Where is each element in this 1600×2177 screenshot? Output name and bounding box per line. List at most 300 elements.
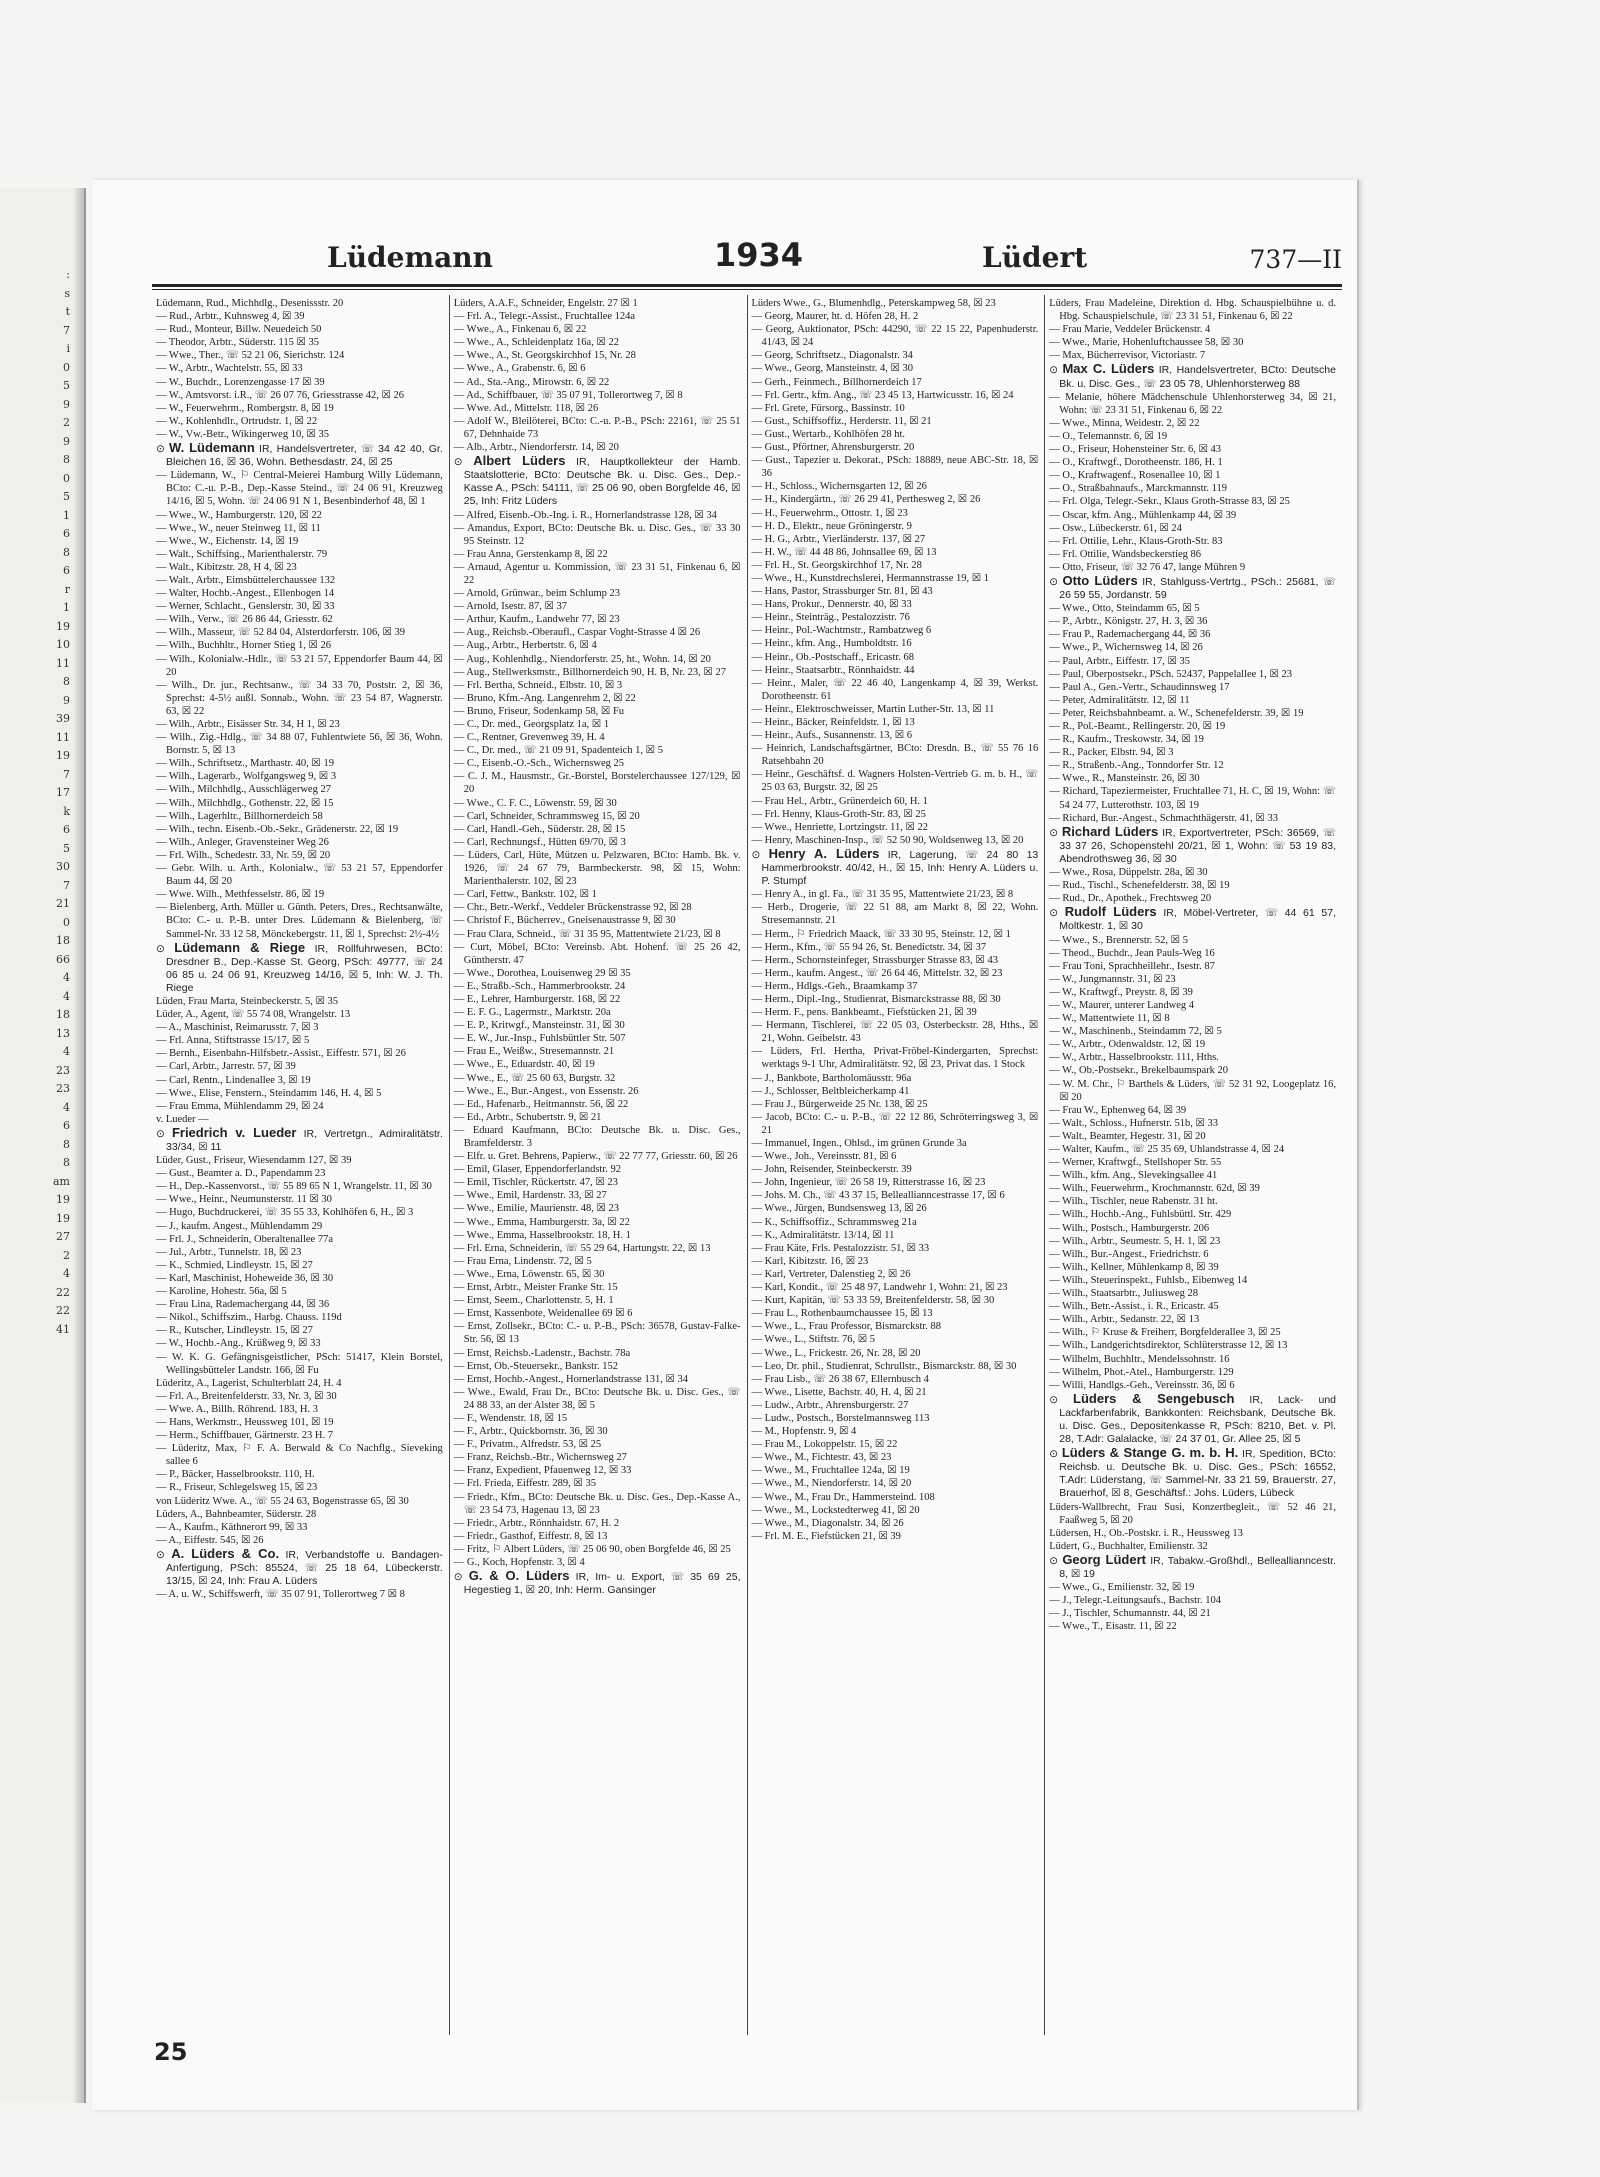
directory-entry: ⊙ Lüders & Stange G. m. b. H. IR, Spedition, BCto: Reichsb. u. Deutsche Bk. u. Disc. Ges., PSch: 16552, T.Adr: Lüderstang, ☏ Sammel-Nr. 33 21 59, Brauerstr. 27, Brauerhof, ☒ 8, Geschäftsf.: Johs. Lüders, Lübeck <box>1049 1445 1336 1500</box>
directory-entry: — W., Kohlenhdlr., Ortrudstr. 1, ☒ 22 <box>156 415 318 427</box>
directory-entry: Lüders, A., Bahnbeamter, Süderstr. 28 <box>156 1508 317 1520</box>
directory-entry: — John, Ingenieur, ☏ 26 58 19, Ritterstrasse 16, ☒ 23 <box>751 1177 986 1189</box>
directory-entry: — Rud., Tischl., Schenefelderstr. 38, ☒ 19 <box>1049 880 1230 892</box>
directory-entry: — Walt., Schloss., Hufnerstr. 51b, ☒ 33 <box>1049 1117 1219 1129</box>
directory-entry: — Frl. H., St. Georgskirchhof 17, Nr. 28 <box>751 559 922 571</box>
directory-entry: ⊙ A. Lüders & Co. IR, Verbandstoffe u. Bandagen-Anfertigung, PSch: 85524, ☏ 25 18 64, Lübeckerstr. 13/15, ☒ 24, Inh: Frau A. Lüders <box>156 1545 443 1588</box>
directory-entry: — Wilh., Tischler, neue Rabenstr. 31 ht. <box>1049 1196 1218 1208</box>
directory-entry: — Jul., Arbtr., Tunnelstr. 18, ☒ 23 <box>156 1246 302 1258</box>
directory-entry: — Kurt, Kapitän, ☏ 53 33 59, Breitenfelderstr. 58, ☒ 30 <box>751 1295 995 1307</box>
directory-entry: — A., Eiffestr. 545, ☒ 26 <box>156 1534 264 1546</box>
directory-entry: — Ad., Sta.-Ang., Mirowstr. 6, ☒ 22 <box>453 376 610 388</box>
directory-entry: — O., Telemannstr. 6, ☒ 19 <box>1049 430 1168 442</box>
directory-entry: — Wilh., Dr. jur., Rechtsanw., ☏ 34 33 70, Poststr. 2, ☒ 36, Sprechst: 4-5½ außl. Sonnab., Wohn. ☏ 23 54 87, Wagnerstr. 63, ☒ 22 <box>156 679 443 717</box>
directory-entry: — Walt., Arbtr., Eimsbüttelerchaussee 132 <box>156 574 336 586</box>
directory-entry: — C., Eisenb.-O.-Sch., Wichernsweg 25 <box>453 758 625 770</box>
directory-entry: — Wwe., Jürgen, Bundsensweg 13, ☒ 26 <box>751 1203 927 1215</box>
directory-entry: — Frl. Erna, Schneiderin, ☏ 55 29 64, Hartungstr. 22, ☒ 13 <box>453 1242 711 1254</box>
directory-entry: — Immanuel, Ingen., Ohlsd., im grünen Grunde 3a <box>751 1138 967 1149</box>
directory-entry: — Ludw., Postsch., Borstelmannsweg 113 <box>751 1412 930 1424</box>
footer-page-number: 25 <box>154 2038 188 2066</box>
directory-entry: — Arnold, Isestr. 87, ☒ 37 <box>453 601 567 613</box>
directory-entry: — H. D., Elektr., neue Gröningerstr. 9 <box>751 520 912 532</box>
directory-entry: — Georg, Schriftsetz., Diagonalstr. 34 <box>751 350 913 362</box>
directory-entry: — Lüders, Carl, Hüte, Mützen u. Pelzwaren, BCto: Hamb. Bk. v. 1926, ☏ 24 67 79, Barmbeckerstr. 98, ☒ 15, Wohn: Marienthalerstr. 102, ☒ 23 <box>453 849 741 888</box>
directory-entry: — Arnold, Grünwar., beim Schlump 23 <box>453 588 620 600</box>
directory-entry: — W., Hochb.-Ang., Krüßweg 9, ☒ 33 <box>156 1338 321 1350</box>
directory-entry: — Richard, Tapeziermeister, Fruchtallee 71, H. C, ☒ 19, Wohn: ☏ 54 24 77, Lutterothstr. 103, ☒ 19 <box>1049 786 1336 811</box>
directory-entry: — Wwe., Henriette, Lortzingstr. 11, ☒ 22 <box>751 821 929 833</box>
directory-columns <box>152 295 1342 2035</box>
firm-name: Friedrich v. Lueder <box>171 1124 297 1140</box>
directory-entry: — E., Lehrer, Hamburgerstr. 168, ☒ 22 <box>453 993 621 1005</box>
directory-entry: — Wilh., Arbtr., Sedanstr. 22, ☒ 13 <box>1049 1314 1200 1326</box>
directory-entry: — Wilhelm, Buchhltr., Mendelssohnstr. 16 <box>1049 1353 1230 1365</box>
directory-entry: — Bielenberg, Arth. Müller u. Günth. Peters, Dres., Rechtsanwälte, BCto: C.- u. P.-B. unter Dres. Lüdemann & Bielenberg, ☏ Sammel-Nr. 33 12 58, Mönckebergstr. 11, ☒ 1, Sprechst: 2½-4½ <box>156 902 443 940</box>
directory-entry: — R., Kutscher, Lindleystr. 15, ☒ 27 <box>156 1325 313 1337</box>
directory-entry: — Herb., Drogerie, ☏ 22 51 88, am Markt 8, ☒ 22, Wohn. Stresemannstr. 21 <box>751 902 1039 927</box>
directory-entry: — R., Kaufm., Treskowstr. 34, ☒ 19 <box>1049 734 1204 746</box>
directory-entry: Lüden, Frau Marta, Steinbeckerstr. 5, ☒ 35 <box>156 995 339 1007</box>
directory-entry: — Frl. Ottilie, Lehr., Klaus-Groth-Str. 83 <box>1049 535 1223 547</box>
directory-entry: — Walt., Beamter, Hegestr. 31, ☒ 20 <box>1049 1130 1206 1142</box>
header-page-label: 737—II <box>1249 245 1342 274</box>
directory-entry: — Heinr., kfm. Ang., Humboldtstr. 16 <box>751 638 912 650</box>
directory-entry: — O., Kraftwagenf., Rosenallee 10, ☒ 1 <box>1049 470 1221 482</box>
directory-entry: — E., Straßb.-Sch., Hammerbrookstr. 24 <box>453 980 626 992</box>
directory-entry: — Wilh., Arbtr., Seumestr. 5, H. 1, ☒ 23 <box>1049 1235 1221 1247</box>
firm-name: Lüdemann & Riege <box>174 939 306 955</box>
directory-entry: — Wwe., Rosa, Düppelstr. 28a, ☒ 30 <box>1049 867 1208 879</box>
directory-entry: Lüdemann, Rud., Michhdlg., Desenissstr. 20 <box>156 298 344 309</box>
directory-entry: — Wwe., A., Finkenau 6, ☒ 22 <box>453 324 587 336</box>
directory-entry: — Jacob, BCto: C.- u. P.-B., ☏ 22 12 86, Schröterringsweg 3, ☒ 21 <box>751 1111 1039 1136</box>
directory-entry: — W., Buchdr., Lorenzengasse 17 ☒ 39 <box>156 376 325 388</box>
directory-entry: — Wwe., M., Fichtestr. 43, ☒ 23 <box>751 1452 892 1464</box>
directory-entry: — E. W., Jur.-Insp., Fuhlsbüttler Str. 507 <box>453 1033 626 1045</box>
directory-entry: — C., Dr. med., Georgsplatz 1a, ☒ 1 <box>453 719 610 730</box>
directory-entry: — Wwe., L., Stiftstr. 76, ☒ 5 <box>751 1334 876 1346</box>
directory-entry: — Herm., ⚐ Friedrich Maack, ☏ 33 30 95, Steinstr. 12, ☒ 1 <box>751 928 1011 940</box>
directory-entry: — Wilh., Anleger, Gravensteiner Weg 26 <box>156 836 329 848</box>
directory-entry: — Wilhelm, Phot.-Atel., Hamburgerstr. 129 <box>1049 1366 1234 1378</box>
directory-entry: — Herm. F., pens. Bankbeamt., Fiefstücken 21, ☒ 39 <box>751 1007 977 1019</box>
directory-entry: — Curt, Möbel, BCto: Vereinsb. Abt. Hohenf. ☏ 25 26 42, Güntherstr. 47 <box>453 941 741 966</box>
firm-name: G. & O. Lüders <box>468 1568 570 1584</box>
directory-entry: — Wilh., Masseur, ☏ 52 84 04, Alsterdorferstr. 106, ☒ 39 <box>156 627 405 639</box>
directory-entry: — Ernst, Kassenbote, Weidenallee 69 ☒ 6 <box>453 1308 633 1320</box>
directory-entry: — W., Jungmannstr. 31, ☒ 23 <box>1049 973 1176 985</box>
directory-entry: — Karl, Kondit., ☏ 25 48 97, Landwehr 1, Wohn: 21, ☒ 23 <box>751 1282 1008 1294</box>
directory-entry: — Werner, Kraftwgf., Stellshoper Str. 55 <box>1049 1157 1222 1169</box>
directory-entry: — Wilh., Milchhdlg., Gothenstr. 22, ☒ 15 <box>156 797 334 809</box>
directory-entry: — Wilh., Kolonialw.-Hdlr., ☏ 53 21 57, Eppendorfer Baum 44, ☒ 20 <box>156 653 443 678</box>
directory-entry: — Wwe., W., neuer Steinweg 11, ☒ 11 <box>156 522 321 534</box>
directory-entry: — Walt., Kibitzstr. 28, H 4, ☒ 23 <box>156 561 297 573</box>
directory-entry: — Carl, Rentn., Lindenallee 3, ☒ 19 <box>156 1074 311 1086</box>
directory-entry: — Aug., Kohlenhdlg., Niendorferstr. 25, ht., Wohn. 14, ☒ 20 <box>453 653 711 665</box>
directory-entry: — A., Kaufm., Käthnerort 99, ☒ 33 <box>156 1521 308 1533</box>
directory-entry: — Frau Emma, Mühlendamm 29, ☒ 24 <box>156 1100 324 1112</box>
directory-entry: Lüderitz, A., Lagerist, Schulterblatt 24, H. 4 <box>156 1377 342 1389</box>
directory-entry: — Elfr. u. Gret. Behrens, Papierw., ☏ 22 77 77, Griesstr. 60, ☒ 26 <box>453 1151 738 1163</box>
directory-entry: — Emil, Tischler, Rückertstr. 47, ☒ 23 <box>453 1177 618 1189</box>
directory-entry: — Carl, Rechnungsf., Hütten 69/70, ☒ 3 <box>453 836 626 848</box>
directory-entry: — Aug., Arbtr., Herbertstr. 6, ☒ 4 <box>453 640 597 652</box>
directory-entry: ⊙ W. Lüdemann IR, Handelsvertreter, ☏ 34 42 40, Gr. Bleichen 16, ☒ 36, Wohn. Bethesdastr. 24, ☒ 25 <box>156 440 443 469</box>
directory-entry: — Wilh., Zig.-Hdlg., ☏ 34 88 07, Fuhlentwiete 56, ☒ 36, Wohn. Bornstr. 5, ☒ 13 <box>156 732 443 757</box>
directory-entry: — M., Hopfenstr. 9, ☒ 4 <box>751 1426 857 1438</box>
column-1 <box>152 295 450 2035</box>
directory-entry: — Wwe., Ther., ☏ 52 21 06, Sierichstr. 124 <box>156 350 345 362</box>
directory-entry: — Arthur, Kaufm., Landwehr 77, ☒ 23 <box>453 614 620 626</box>
directory-entry: — Wilh., Lagerarb., Wolfgangsweg 9, ☒ 3 <box>156 771 337 783</box>
directory-entry: — Wwe., A., St. Georgskirchhof 15, Nr. 28 <box>453 350 636 362</box>
directory-entry: — Osw., Lübeckerstr. 61, ☒ 24 <box>1049 522 1182 534</box>
directory-entry: ⊙ Henry A. Lüders IR, Lagerung, ☏ 24 80 13 Hammerbrookstr. 40/42, H., ☒ 15, Inh: Henry A. Lüders u. P. Stumpf <box>751 845 1039 888</box>
directory-entry: v. Lueder — <box>156 1113 209 1125</box>
directory-entry: — P., Arbtr., Königstr. 27, H. 3, ☒ 36 <box>1049 616 1208 628</box>
directory-entry: — Henry, Maschinen-Insp., ☏ 52 50 90, Woldsenweg 13, ☒ 20 <box>751 834 1024 846</box>
directory-entry: — Ed., Hafenarb., Heitmannstr. 56, ☒ 22 <box>453 1098 629 1110</box>
firm-name: Max C. Lüders <box>1062 361 1155 377</box>
directory-entry: — Wwe., M., Niendorferstr. 14, ☒ 20 <box>751 1478 912 1490</box>
directory-entry: — O., Straßbahnaufs., Marckmannstr. 119 <box>1049 483 1228 495</box>
directory-entry: Lüder, Gust., Friseur, Wiesendamm 127, ☒ 39 <box>156 1155 352 1167</box>
directory-entry: — Wilh., ⚐ Kruse & Freiherr, Borgfelderallee 3, ☒ 25 <box>1049 1327 1281 1339</box>
directory-entry: — Walter, Hochb.-Angest., Ellenbogen 14 <box>156 588 335 600</box>
directory-entry: — Wwe., T., Eisastr. 11, ☒ 22 <box>1049 1621 1177 1633</box>
directory-entry: — Rud., Monteur, Billw. Neuedeich 50 <box>156 324 322 336</box>
directory-entry: — Ernst, Arbtr., Meister Franke Str. 15 <box>453 1282 618 1294</box>
directory-entry: — Wilh., Buchhltr., Horner Stieg 1, ☒ 26 <box>156 640 332 652</box>
firm-name: Henry A. Lüders <box>768 845 880 861</box>
firm-name: Lüders & Sengebusch <box>1073 1390 1235 1406</box>
directory-entry: — Heinr., Aufs., Susannenstr. 13, ☒ 6 <box>751 730 912 742</box>
directory-entry: — Wwe., Heinr., Neumunsterstr. 11 ☒ 30 <box>156 1194 332 1206</box>
directory-entry: — A. u. W., Schiffswerft, ☏ 35 07 91, Tollerortweg 7 ☒ 8 <box>156 1589 405 1601</box>
directory-entry: — Wwe., Lisette, Bachstr. 40, H. 4, ☒ 21 <box>751 1386 927 1398</box>
firm-name: W. Lüdemann <box>169 440 255 456</box>
directory-entry: — Wwe., S., Brennerstr. 52, ☒ 5 <box>1049 934 1188 946</box>
directory-entry: — Franz, Reichsb.-Btr., Wichernsweg 27 <box>453 1452 627 1464</box>
directory-entry: — Georg, Maurer, ht. d. Höfen 28, H. 2 <box>751 311 919 323</box>
directory-entry: — Friedr., Kfm., BCto: Deutsche Bk. u. Disc. Ges., Dep.-Kasse A., ☏ 23 54 73, Hagenau 13, ☒ 23 <box>453 1491 741 1516</box>
directory-entry: — Herm., Schornsteinfeger, Strassburger Strasse 83, ☒ 43 <box>751 954 998 966</box>
directory-entry: — Wwe., Ewald, Frau Dr., BCto: Deutsche Bk. u. Disc. Ges., ☏ 24 88 33, an der Alster 38, ☒ 5 <box>453 1386 741 1411</box>
directory-entry: — Wwe., L., Frau Professor, Bismarckstr. 88 <box>751 1321 942 1333</box>
directory-entry: — A., Maschinist, Reimarusstr. 7, ☒ 3 <box>156 1022 319 1034</box>
directory-entry: — R., Straßenb.-Ang., Tonndorfer Str. 12 <box>1049 760 1224 772</box>
directory-entry: — Amandus, Export, BCto: Deutsche Bk. u. Disc. Ges., ☏ 33 30 95 Steinstr. 12 <box>453 522 741 547</box>
directory-entry: — Wilh., Steuerinspekt., Fuhlsb., Eibenweg 14 <box>1049 1274 1248 1286</box>
directory-entry: — Bernh., Eisenbahn-Hilfsbetr.-Assist., Eiffestr. 571, ☒ 26 <box>156 1048 406 1060</box>
directory-entry: — Herm., Kfm., ☏ 55 94 26, St. Benedictstr. 34, ☒ 37 <box>751 941 987 953</box>
directory-entry: — Frl. Bertha, Schneid., Elbstr. 10, ☒ 3 <box>453 679 623 691</box>
directory-entry: — Heinr., Ob.-Postschaff., Ericastr. 68 <box>751 651 915 663</box>
directory-entry: ⊙ G. & O. Lüders IR, Im- u. Export, ☏ 35 69 25, Hegestieg 1, ☒ 20, Inh: Herm. Gansinger <box>453 1568 741 1597</box>
column-4 <box>1045 295 1342 2035</box>
directory-entry: — Lüderitz, Max, ⚐ F. A. Berwald & Co Nachflg., Sieveking sallee 6 <box>156 1443 443 1468</box>
directory-entry: — Heinr., Bäcker, Reinfeldstr. 1, ☒ 13 <box>751 717 915 728</box>
directory-entry: — Hugo, Buchdruckerei, ☏ 35 55 33, Kohlhöfen 6, H., ☒ 3 <box>156 1207 414 1219</box>
directory-entry: — Hermann, Tischlerei, ☏ 22 05 03, Osterbeckstr. 28, Hths., ☒ 21, Wohn. Geibelstr. 43 <box>751 1020 1039 1045</box>
directory-entry: ⊙ Lüders & Sengebusch IR, Lack- und Lackfarbenfabrik, Bankkonten: Reichsbank, Deutsche Bk. u. Disc. Ges., Depositenkasse R, PSch: 8210, Bet. v. Pl. 28, T.Adr: Galalacke, ☏ 24 37 01, Gr. Allee 25, ☒ 5 <box>1049 1390 1337 1446</box>
directory-entry: — Wilh., Staatsarbtr., Juliusweg 28 <box>1049 1288 1198 1300</box>
directory-entry: ⊙ Friedrich v. Lueder IR, Vertretgn., Admiralitätstr. 33/34, ☒ 11 <box>156 1124 443 1153</box>
directory-entry: — Aug., Reichsb.-Oberaufl., Caspar Voght-Strasse 4 ☒ 26 <box>453 627 701 639</box>
directory-entry: ⊙ Georg Lüdert IR, Tabakw.-Großhdl., Belleallianncestr. 8, ☒ 19 <box>1049 1551 1336 1580</box>
directory-entry: — W., Arbtr., Hasselbrookstr. 111, Hths. <box>1049 1052 1219 1064</box>
directory-entry: — C., Rentner, Grevenweg 39, H. 4 <box>453 732 605 744</box>
directory-entry: — Wwe., R., Mansteinstr. 26, ☒ 30 <box>1049 773 1200 785</box>
directory-entry: — Bruno, Friseur, Sodenkamp 58, ☒ Fu <box>453 705 625 717</box>
directory-entry: — J., kaufm. Angest., Mühlendamm 29 <box>156 1220 323 1232</box>
directory-entry: — Frl. Wilh., Schedestr. 33, Nr. 59, ☒ 20 <box>156 849 331 861</box>
directory-entry: Lüders Wwe., G., Blumenhdlg., Peterskampweg 58, ☒ 23 <box>751 298 996 309</box>
directory-entry: — Wwe., L., Frickestr. 26, Nr. 28, ☒ 20 <box>751 1347 921 1359</box>
directory-entry: — Alfred, Eisenb.-Ob.-Ing. i. R., Hornerlandstrasse 128, ☒ 34 <box>453 509 717 521</box>
directory-entry: — Oscar, kfm. Ang., Mühlenkamp 44, ☒ 39 <box>1049 509 1237 521</box>
directory-entry: Lüders, A.A.F., Schneider, Engelstr. 27 ☒ 1 <box>453 298 638 309</box>
directory-entry: — Gust., Tapezier u. Dekorat., PSch: 18889, neue ABC-Str. 18, ☒ 36 <box>751 455 1039 480</box>
directory-entry: — Wwe., Marie, Hohenluftchaussee 58, ☒ 30 <box>1049 337 1244 349</box>
directory-entry: — Wwe., E., Bur.-Angest., von Essenstr. 26 <box>453 1085 639 1097</box>
directory-entry: — Friedr., Gasthof, Eiffestr. 8, ☒ 13 <box>453 1530 608 1542</box>
directory-entry: — Wwe., Dorothea, Louisenweg 29 ☒ 35 <box>453 967 631 979</box>
directory-entry: Lüders, Frau Madeleine, Direktion d. Hbg. Schauspielbühne u. d. Hbg. Schauspielschule, ☏ 23 31 51, Finkenau 6, ☒ 22 <box>1049 298 1336 323</box>
directory-entry: — Frl. Anna, Stiftstrasse 15/17, ☒ 5 <box>156 1035 310 1047</box>
directory-entry: — Georg, Auktionator, PSch: 44290, ☏ 22 15 22, Papenhuderstr. 41/43, ☒ 24 <box>751 324 1039 349</box>
directory-entry: — W., Kraftwgf., Preystr. 8, ☒ 39 <box>1049 986 1193 998</box>
directory-entry: — Wwe., Minna, Weidestr. 2, ☒ 22 <box>1049 417 1200 429</box>
directory-entry: — Frau Lisb., ☏ 26 38 67, Ellernbusch 4 <box>751 1373 929 1385</box>
directory-entry: — W. M. Chr., ⚐ Barthels & Lüders, ☏ 52 31 92, Loogeplatz 16, ☒ 20 <box>1049 1078 1336 1103</box>
directory-entry: — Melanie, höhere Mädchenschule Uhlenhorsterweg 34, ☒ 21, Wohn: ☏ 23 31 51, Finkenau 6, ☒ 22 <box>1049 391 1336 416</box>
directory-entry: — H., Dep.-Kassenvorst., ☏ 55 89 65 N 1, Wrangelstr. 11, ☒ 30 <box>156 1181 432 1193</box>
directory-entry: — John, Reisender, Steinbeckerstr. 39 <box>751 1164 912 1176</box>
directory-entry: — Paul, Oberpostsekr., PSch. 52437, Pappelallee 1, ☒ 23 <box>1049 668 1292 680</box>
firm-name: Albert Lüders <box>473 453 566 469</box>
directory-entry: — Wwe., H., Kunstdrechslerei, Hermannstrasse 19, ☒ 1 <box>751 572 990 584</box>
directory-entry: — K., Admiralitätstr. 13/14, ☒ 11 <box>751 1229 895 1241</box>
directory-entry: — Karl, Vertreter, Dalenstieg 2, ☒ 26 <box>751 1268 911 1280</box>
directory-entry: — Adolf W., Bleilöterei, BCto: C.-u. P.-B., PSch: 22161, ☏ 25 51 67, Dehnhaide 73 <box>453 415 741 440</box>
directory-entry: — J., Telegr.-Leitungsaufs., Bachstr. 104 <box>1049 1595 1221 1607</box>
directory-entry: — Wwe., Emma, Hamburgerstr. 3a, ☒ 22 <box>453 1216 630 1228</box>
directory-entry: — F., Arbtr., Quickbornstr. 36, ☒ 30 <box>453 1426 608 1438</box>
directory-entry: — H. W., ☏ 44 48 86, Johnsallee 69, ☒ 13 <box>751 546 937 558</box>
directory-entry: — Rud., Arbtr., Kuhnsweg 4, ☒ 39 <box>156 311 305 323</box>
directory-entry: — W., Vw.-Betr., Wikingerweg 10, ☒ 35 <box>156 428 329 440</box>
directory-entry: — Ernst, Zollsekr., BCto: C.- u. P.-B., PSch: 36578, Gustav-Falke-Str. 56, ☒ 13 <box>453 1321 741 1346</box>
directory-entry: ⊙ Max C. Lüders IR, Handelsvertreter, BCto: Deutsche Bk. u. Disc. Ges., ☏ 23 05 78, Uhlenhorsterweg 88 <box>1049 361 1336 390</box>
directory-entry: — Wilh., Verw., ☏ 26 86 44, Griesstr. 62 <box>156 614 333 626</box>
directory-entry: — Frau P., Rademachergang 44, ☒ 36 <box>1049 629 1211 641</box>
directory-entry: — Wwe., P., Wichernsweg 14, ☒ 26 <box>1049 642 1203 654</box>
directory-entry: — Wwe., Erna, Löwenstr. 65, ☒ 30 <box>453 1268 605 1280</box>
directory-page <box>92 180 1359 2110</box>
directory-entry: — Willi, Handlgs.-Geh., Vereinsstr. 36, ☒ 6 <box>1049 1379 1235 1391</box>
directory-entry: — Wwe. Ad., Mittelstr. 118, ☒ 26 <box>453 402 599 414</box>
directory-entry: — H., Feuerwehrm., Ottostr. 1, ☒ 23 <box>751 507 908 519</box>
directory-entry: — Henry A., in gl. Fa., ☏ 31 35 95, Mattentwiete 21/23, ☒ 8 <box>751 889 1014 901</box>
directory-entry: — Frl. Gertr., kfm. Ang., ☏ 23 45 13, Hartwicusstr. 16, ☒ 24 <box>751 389 1014 401</box>
directory-entry: — Ludw., Arbtr., Ahrensburgerstr. 27 <box>751 1399 909 1411</box>
directory-entry: — Frau Käte, Frls. Pestalozzistr. 51, ☒ 33 <box>751 1242 930 1254</box>
directory-entry: — W., Maurer, unterer Landweg 4 <box>1049 999 1195 1011</box>
directory-entry: — Wwe., E., ☏ 25 60 63, Burgstr. 32 <box>453 1072 616 1084</box>
firm-name: Rudolf Lüders <box>1064 904 1157 920</box>
directory-entry: — Wwe., E., Eduardstr. 40, ☒ 19 <box>453 1059 595 1071</box>
firm-name: Lüders & Stange G. m. b. H. <box>1061 1445 1239 1461</box>
directory-entry: — Frau J., Bürgerweide 25 Nr. 138, ☒ 25 <box>751 1098 928 1110</box>
directory-entry: — Ernst, Hochb.-Angest., Hornerlandstrasse 131, ☒ 34 <box>453 1373 688 1385</box>
directory-entry: — Wwe. Wilh., Methfesselstr. 86, ☒ 19 <box>156 889 325 901</box>
directory-entry: — P., Bäcker, Hasselbrookstr. 110, H. <box>156 1469 315 1481</box>
directory-entry: — Eduard Kaufmann, BCto: Deutsche Bk. u. Disc. Ges., Bramfelderstr. 3 <box>453 1124 741 1149</box>
directory-entry: — Ernst, Seem., Charlottenstr. 5, H. 1 <box>453 1295 614 1307</box>
directory-entry: — Otto, Friseur, ☏ 32 76 47, lange Mühren 9 <box>1049 561 1246 573</box>
directory-entry: — Wwe., C. F. C., Löwenstr. 59, ☒ 30 <box>453 797 617 809</box>
directory-entry: ⊙ Albert Lüders IR, Hauptkollekteur der Hamb. Staatslotterie, BCto: Deutsche Bk. u. Disc. Ges., Dep.-Kasse A., PSch: 54111, ☏ 25 06 90, oben Borgfelde 46, ☒ 25, Inh: Fritz Lüders <box>453 453 741 508</box>
directory-entry: — E. F. G., Lagermstr., Marktstr. 20a <box>453 1007 611 1019</box>
directory-entry: — Heinr., Staatsarbtr., Rönnhaidstr. 44 <box>751 664 915 676</box>
directory-entry: — Wilh., Postsch., Hamburgerstr. 206 <box>1049 1222 1210 1234</box>
directory-entry: — W., Maschinenb., Steindamm 72, ☒ 5 <box>1049 1026 1222 1038</box>
directory-entry: — Wwe., Georg, Mansteinstr. 4, ☒ 30 <box>751 363 914 375</box>
directory-entry: — Herm., Hdlgs.-Geh., Braamkamp 37 <box>751 980 918 992</box>
directory-entry: — Hans, Pastor, Strassburger Str. 81, ☒ 43 <box>751 586 933 598</box>
directory-entry: — Frl. A., Breitenfelderstr. 33, Nr. 3, ☒ 30 <box>156 1390 337 1402</box>
directory-entry: — Frl. Olga, Telegr.-Sekr., Klaus Groth-Strasse 83, ☒ 25 <box>1049 496 1290 508</box>
header-first-name: Lüdemann <box>327 241 493 274</box>
directory-entry: — W. K. G. Gefängnisgeistlicher, PSch: 51417, Klein Borstel, Wellingsbütteler Landstr. 166, ☒ Fu <box>156 1351 443 1376</box>
directory-entry: — Frau L., Rothenbaumchaussee 15, ☒ 13 <box>751 1308 933 1320</box>
firm-name: A. Lüders & Co. <box>171 1545 280 1561</box>
directory-entry: — W., Feuerwehrm., Rombergstr. 8, ☒ 19 <box>156 402 334 414</box>
directory-entry: — Hans, Werkmstr., Heussweg 101, ☒ 19 <box>156 1416 334 1428</box>
directory-entry: — Wwe., M., Diagonalstr. 34, ☒ 26 <box>751 1517 904 1529</box>
directory-entry: — Wwe., Emma, Hasselbrookstr. 18, H. 1 <box>453 1229 631 1241</box>
directory-entry: — Heinr., Steinträg., Pestalozzistr. 76 <box>751 612 910 624</box>
directory-entry: — W., Arbtr., Odenwaldstr. 12, ☒ 19 <box>1049 1039 1206 1051</box>
directory-entry: — Theodor, Arbtr., Süderstr. 115 ☒ 35 <box>156 337 319 349</box>
directory-entry: — Carl, Handl.-Geh., Süderstr. 28, ☒ 15 <box>453 823 626 835</box>
directory-entry: — Wwe., W., Eichenstr. 14, ☒ 19 <box>156 535 299 547</box>
firm-name: Otto Lüders <box>1062 572 1138 588</box>
directory-entry: — Wwe., W., Hamburgerstr. 120, ☒ 22 <box>156 509 322 521</box>
directory-entry: — Werner, Schlacht., Genslerstr. 30, ☒ 33 <box>156 601 335 613</box>
directory-entry: — Gust., Schiffsoffiz., Herderstr. 11, ☒ 21 <box>751 415 932 427</box>
directory-entry: — J., Schlosser, Beltbleicherkamp 41 <box>751 1085 910 1097</box>
directory-entry: — Karl, Kibitzstr. 16, ☒ 23 <box>751 1255 869 1267</box>
directory-entry: — Wwe., Otto, Steindamm 65, ☒ 5 <box>1049 603 1200 615</box>
directory-entry: — Wwe., M., Frau Dr., Hammersteind. 108 <box>751 1491 935 1503</box>
directory-entry: — Heinr., Pol.-Wachtmstr., Rambatzweg 6 <box>751 625 932 637</box>
directory-entry: — Heinr., Maler, ☏ 22 46 40, Langenkamp 4, ☒ 39, Werkst. Dorotheenstr. 61 <box>751 677 1039 702</box>
directory-entry: Lüder, A., Agent, ☏ 55 74 08, Wrangelstr. 13 <box>156 1009 351 1021</box>
directory-entry: — Chr., Betr.-Werkf., Veddeler Brückenstrasse 92, ☒ 28 <box>453 902 692 914</box>
directory-entry: — O., Kraftwgf., Dorotheenstr. 186, H. 1 <box>1049 457 1223 469</box>
directory-entry: — O., Friseur, Hohensteiner Str. 6, ☒ 43 <box>1049 444 1221 456</box>
directory-entry: — Heinr., Elektroschweisser, Martin Luther-Str. 13, ☒ 11 <box>751 703 995 715</box>
directory-entry: — Gust., Beamter a. D., Papendamm 23 <box>156 1168 326 1180</box>
directory-entry: — C. J. M., Hausmstr., Gr.-Borstel, Borstelerchaussee 127/129, ☒ 20 <box>453 771 741 796</box>
directory-entry: — Lüdemann, W., ⚐ Central-Meierei Hamburg Willy Lüdemann, BCto: C.-u. P.-B., Dep.-Kasse Steind., ☏ 24 06 91, Kreuzweg 14/16, ☒ 5, Wohn. ☏ 24 06 91 N 1, Besenbinderhof 48, ☒ 1 <box>156 470 443 508</box>
directory-entry: — R., Pol.-Beamt., Rellingerstr. 20, ☒ 19 <box>1049 721 1226 732</box>
directory-entry: — Wwe., Elise, Fenstern., Steindamm 146, H. 4, ☒ 5 <box>156 1087 382 1099</box>
directory-entry: — F., Wendenstr. 18, ☒ 15 <box>453 1412 568 1424</box>
directory-entry: — J., Bankbote, Bartholomäusstr. 96a <box>751 1072 912 1084</box>
directory-entry: — Frau E., Weißw., Stresemannstr. 21 <box>453 1046 615 1058</box>
directory-entry: ⊙ Otto Lüders IR, Stahlguss-Vertrtg., PSch.: 25681, ☏ 26 59 55, Jordanstr. 59 <box>1049 572 1336 602</box>
directory-entry: — Wilh., Bur.-Angest., Friedrichstr. 6 <box>1049 1248 1209 1260</box>
directory-entry: ⊙ Lüdemann & Riege IR, Rollfuhrwesen, BCto: Dresdner B., Dep.-Kasse St. Georg, PSch: 49777, ☏ 24 06 85 u. 24 06 91, Kreuzweg 14/16, ☒ 5, Inh: W. J. Th. Riege <box>156 939 443 994</box>
directory-entry: — Wilh., Kellner, Mühlenkamp 8, ☒ 39 <box>1049 1261 1219 1273</box>
directory-entry: — H. G., Arbtr., Vierländerstr. 137, ☒ 27 <box>751 533 926 545</box>
directory-entry: — Frau W., Ephenweg 64, ☒ 39 <box>1049 1104 1187 1116</box>
directory-entry: — Ernst, Ob.-Steuersekr., Bankstr. 152 <box>453 1360 618 1372</box>
directory-entry: — Wwe., Emil, Hardenstr. 33, ☒ 27 <box>453 1190 607 1202</box>
directory-entry: — Wilh., Feuerwehrm., Krochmannstr. 62d, ☒ 39 <box>1049 1183 1260 1195</box>
directory-entry: — J., Tischler, Schumannstr. 44, ☒ 21 <box>1049 1608 1211 1620</box>
directory-entry: — Heinr., Geschäftsf. d. Wagners Holsten-Vertrieb G. m. b. H., ☏ 25 03 63, Burgstr. 32, ☒ 25 <box>751 769 1039 794</box>
firm-name: Richard Lüders <box>1061 823 1159 839</box>
directory-entry: — Fritz, ⚐ Albert Lüders, ☏ 25 06 90, oben Borgfelde 46, ☒ 25 <box>453 1543 731 1555</box>
directory-entry: Lüdert, G., Buchhalter, Emilienstr. 32 <box>1049 1540 1208 1552</box>
directory-entry: — Frl. Ottilie, Wandsbeckerstieg 86 <box>1049 548 1202 560</box>
directory-entry: — G., Koch, Hopfenstr. 3, ☒ 4 <box>453 1557 585 1568</box>
directory-entry: — E. P., Kritwgf., Mansteinstr. 31, ☒ 30 <box>453 1020 625 1032</box>
directory-entry: — Franz, Expedient, Pfauenweg 12, ☒ 33 <box>453 1465 632 1477</box>
directory-entry: Lüdersen, H., Ob.-Postskr. i. R., Heussweg 13 <box>1049 1527 1243 1539</box>
directory-entry: — Wilh., Landgerichtsdirektor, Schlüterstrasse 12, ☒ 13 <box>1049 1340 1288 1352</box>
directory-entry: — Frau Lina, Rademachergang 44, ☒ 36 <box>156 1299 330 1311</box>
header-last-name: Lüdert <box>982 241 1088 274</box>
directory-entry: — Wilh., Hochb.-Ang., Fuhlsbüttl. Str. 429 <box>1049 1209 1232 1221</box>
directory-entry: — Wilh., kfm. Ang., Slevekingsallee 41 <box>1049 1170 1218 1182</box>
directory-entry: — Rud., Dr., Apothek., Frechtsweg 20 <box>1049 893 1212 905</box>
directory-entry: ⊙ Richard Lüders IR, Exportvertreter, PSch: 36569, ☏ 33 37 26, Schopenstehl 20/21, ☒ 1, Wohn: ☏ 53 19 83, Abendrothsweg 36, ☒ 30 <box>1049 823 1337 865</box>
directory-entry: — Frl. Henny, Klaus-Groth-Str. 83, ☒ 25 <box>751 808 926 820</box>
directory-entry: — Ernst, Reichsb.-Ladenstr., Bachstr. 78a <box>453 1347 631 1359</box>
directory-entry: — Karoline, Hohestr. 56a, ☒ 5 <box>156 1286 287 1298</box>
directory-entry: — Herm., kaufm. Angest., ☏ 26 64 46, Mittelstr. 32, ☒ 23 <box>751 967 1003 979</box>
page-fold-shadow <box>74 188 84 2103</box>
directory-entry: — Walt., Schiffsing., Marienthalerstr. 79 <box>156 548 328 560</box>
directory-entry: — R., Packer, Elbstr. 94, ☒ 3 <box>1049 747 1174 759</box>
directory-entry: — Frl. M. E., Fiefstücken 21, ☒ 39 <box>751 1530 901 1542</box>
directory-entry: von Lüderitz Wwe. A., ☏ 55 24 63, Bogenstrasse 65, ☒ 30 <box>156 1495 409 1507</box>
directory-entry: — Peter, Admiralitätstr. 12, ☒ 11 <box>1049 694 1190 706</box>
directory-entry: — Wwe. A., Billh. Röhrend. 183, H. 3 <box>156 1403 318 1415</box>
directory-entry: — Paul, Arbtr., Eiffestr. 17, ☒ 35 <box>1049 655 1191 667</box>
directory-entry: — Frau Toni, Sprachheillehr., Isestr. 87 <box>1049 960 1215 972</box>
directory-entry: — Gust., Wertarb., Kohlhöfen 28 ht. <box>751 428 906 440</box>
directory-entry: — Wwe., M., Fruchtallee 124a, ☒ 19 <box>751 1465 910 1477</box>
directory-entry: — Wwe., Joh., Vereinsstr. 81, ☒ 6 <box>751 1151 897 1163</box>
directory-entry: — Bruno, Kfm.-Ang. Langenrehm 2, ☒ 22 <box>453 692 636 704</box>
directory-entry: — W., Mattentwiete 11, ☒ 8 <box>1049 1013 1170 1025</box>
header-rule <box>152 284 1342 290</box>
directory-entry: — K., Schmied, Lindleystr. 15, ☒ 27 <box>156 1259 313 1271</box>
directory-entry: — Frl. J., Schneiderin, Oberaltenallee 77a <box>156 1233 333 1245</box>
directory-entry: — Max, Bücherrevisor, Victoriastr. 7 <box>1049 350 1206 362</box>
directory-entry: — C., Dr. med., ☏ 21 09 91, Spadenteich 1, ☒ 5 <box>453 745 663 757</box>
directory-entry: ⊙ Rudolf Lüders IR, Möbel-Vertreter, ☏ 44 61 57, Moltkestr. 1, ☒ 30 <box>1049 904 1336 933</box>
directory-entry: — K., Schiffsoffiz., Schrammsweg 21a <box>751 1216 917 1228</box>
